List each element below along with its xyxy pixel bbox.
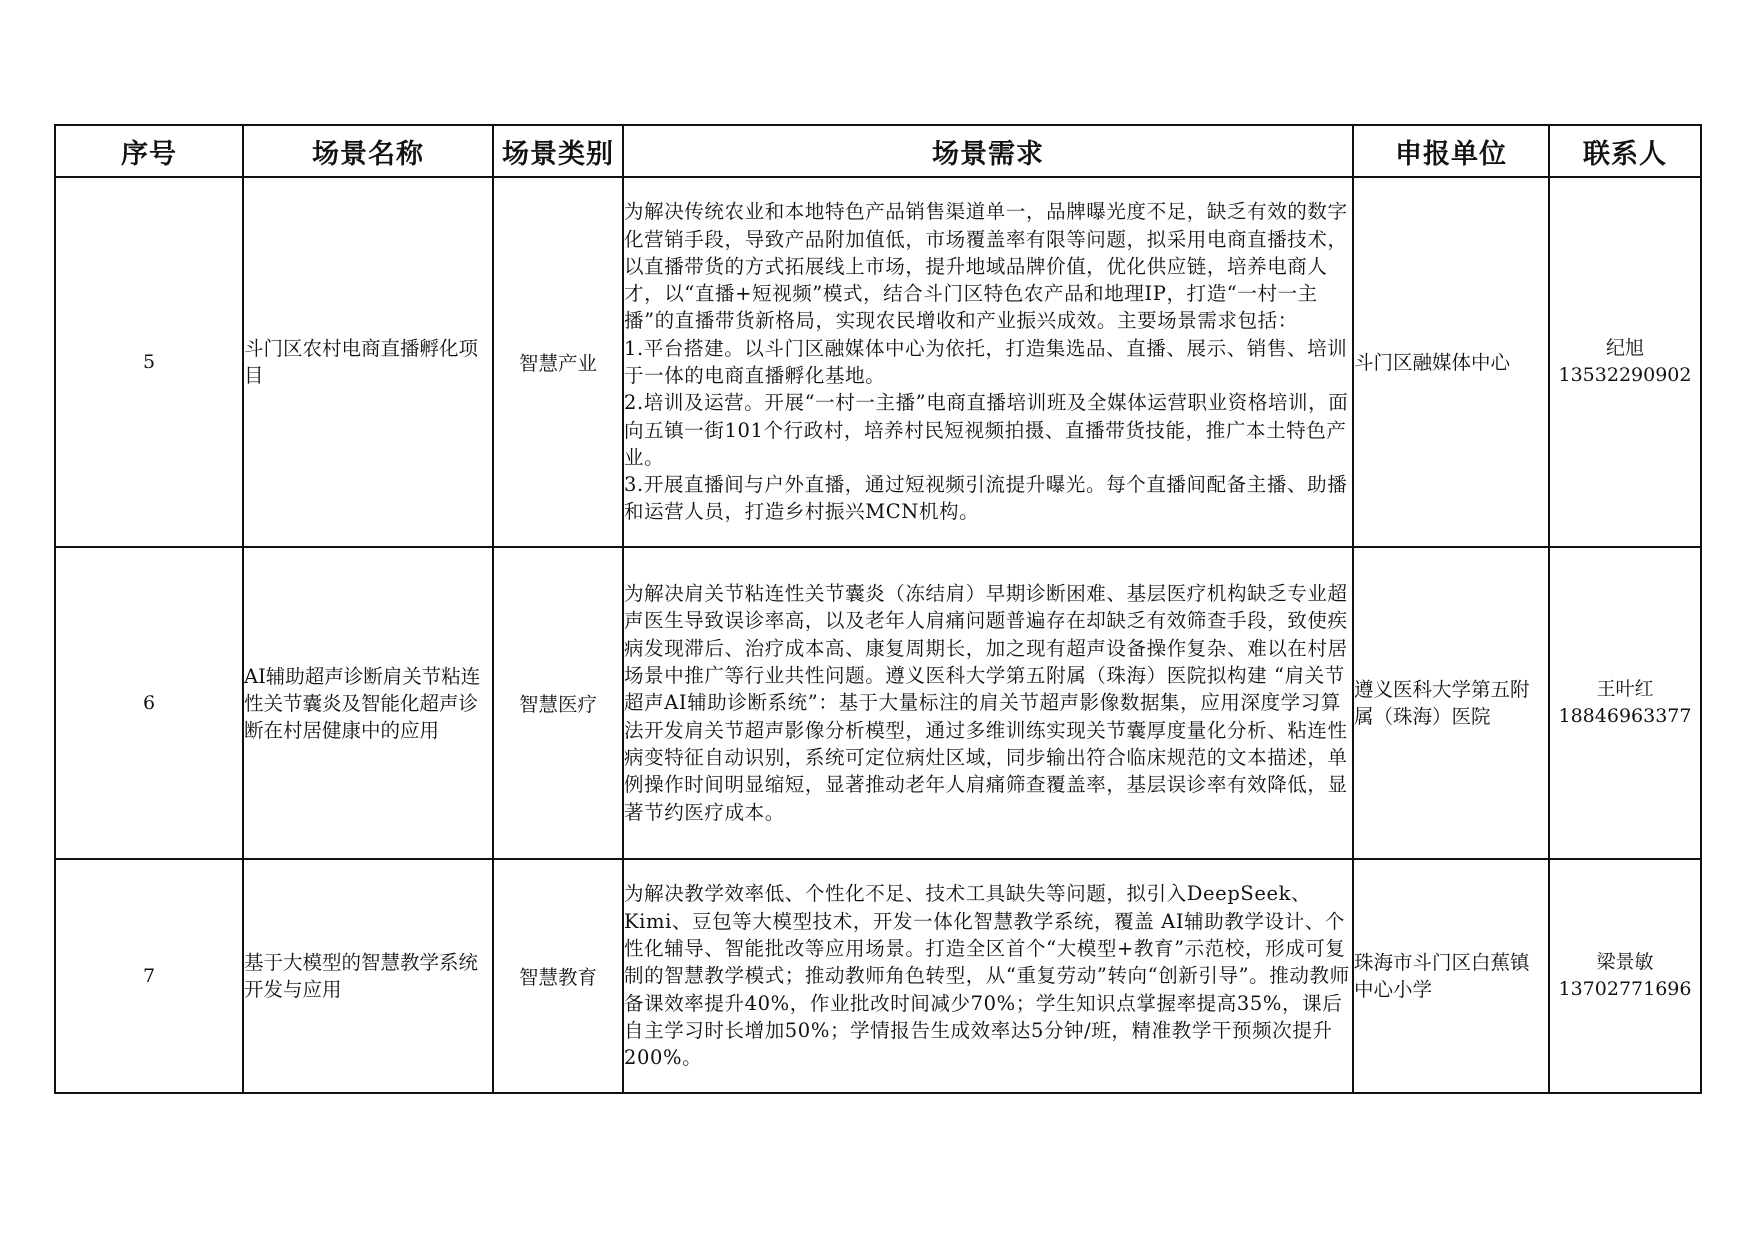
requirement-paragraph: 为解决肩关节粘连性关节囊炎（冻结肩）早期诊断困难、基层医疗机构缺乏专业超声医生导致误诊率高，以及老年人肩痛问题普遍存在却缺乏有效筛查手段，致使疾病发现滞后、治疗成本高、康复周期长，加之现有超声设备操作复杂、难以在村居场景中推广等行业共性问题。遵义医科大学第五附属（珠海）医院拟构建 “肩关节超声AI辅助诊断系统”：基于大量标注的肩关节超声影像数据集，应用深度学习算法开发肩关节超声影像分析模型，通过多维训练实现关节囊厚度量化分析、粘连性病变特征自动识别，系统可定位病灶区域，同步输出符合临床规范的文本描述，单例操作时间明显缩短，显著推动老年人肩痛筛查覆盖率，基层误诊率有效降低，显著节约医疗成本。 [624,582,1348,824]
header-name: 场景名称 [243,125,493,177]
contact-name: 王叶红 [1596,678,1654,700]
cell-no: 6 [55,547,243,859]
cell-unit: 遵义医科大学第五附属（珠海）医院 [1353,547,1549,859]
header-category: 场景类别 [493,125,623,177]
header-no: 序号 [55,125,243,177]
table-row [55,177,1701,547]
cell-requirement [623,177,1353,547]
requirement-paragraph: 1.平台搭建。以斗门区融媒体中心为依托，打造集选品、直播、展示、销售、培训于一体的电商直播孵化基地。 [624,336,1348,387]
cell-name: AI辅助超声诊断肩关节粘连性关节囊炎及智能化超声诊断在村居健康中的应用 [243,547,493,859]
contact-phone: 18846963377 [1558,705,1692,727]
contact-phone: 13532290902 [1558,364,1692,386]
cell-category: 智慧教育 [493,859,623,1093]
header-row [55,125,1701,177]
header-unit: 申报单位 [1353,125,1549,177]
cell-name: 斗门区农村电商直播孵化项目 [243,177,493,547]
table-row [55,859,1701,1093]
header-requirement: 场景需求 [623,125,1353,177]
cell-contact [1549,859,1701,1093]
requirement-paragraph: 为解决传统农业和本地特色产品销售渠道单一，品牌曝光度不足，缺乏有效的数字化营销手段，导致产品附加值低，市场覆盖率有限等问题，拟采用电商直播技术，以直播带货的方式拓展线上市场，提升地域品牌价值，优化供应链，培养电商人才，以“直播+短视频”模式，结合斗门区特色农产品和地理IP，打造“一村一主播”的直播带货新格局，实现农民增收和产业振兴成效。主要场景需求包括： [624,200,1348,333]
cell-unit: 珠海市斗门区白蕉镇中心小学 [1353,859,1549,1093]
table-row [55,547,1701,859]
cell-no: 5 [55,177,243,547]
cell-requirement [623,547,1353,859]
requirement-paragraph: 3.开展直播间与户外直播，通过短视频引流提升曝光。每个直播间配备主播、助播和运营人员，打造乡村振兴MCN机构。 [624,473,1348,524]
cell-requirement [623,859,1353,1093]
scenario-table [54,124,1702,1094]
cell-unit: 斗门区融媒体中心 [1353,177,1549,547]
header-contact: 联系人 [1549,125,1701,177]
contact-name: 纪旭 [1605,337,1644,359]
cell-contact [1549,547,1701,859]
requirement-paragraph: 2.培训及运营。开展“一村一主播”电商直播培训班及全媒体运营职业资格培训，面向五镇一街101个行政村，培养村民短视频拍摄、直播带货技能，推广本土特色产业。 [624,391,1349,469]
cell-no: 7 [55,859,243,1093]
contact-name: 梁景敏 [1596,951,1654,973]
cell-category: 智慧医疗 [493,547,623,859]
requirement-paragraph: 为解决教学效率低、个性化不足、技术工具缺失等问题，拟引入DeepSeek、Kimi、豆包等大模型技术，开发一体化智慧教学系统，覆盖 AI辅助教学设计、个性化辅导、智能批改等应用场景。打造全区首个“大模型+教育”示范校，形成可复制的智慧教学模式；推动教师角色转型，从“重复劳动”转向“创新引导”。推动教师备课效率提升40%，作业批改时间减少70%；学生知识点掌握率提高35%，课后自主学习时长增加50%；学情报告生成效率达5分钟/班，精准教学干预频次提升200%。 [624,882,1350,1070]
contact-phone: 13702771696 [1558,978,1692,1000]
cell-category: 智慧产业 [493,177,623,547]
cell-contact [1549,177,1701,547]
cell-name: 基于大模型的智慧教学系统开发与应用 [243,859,493,1093]
